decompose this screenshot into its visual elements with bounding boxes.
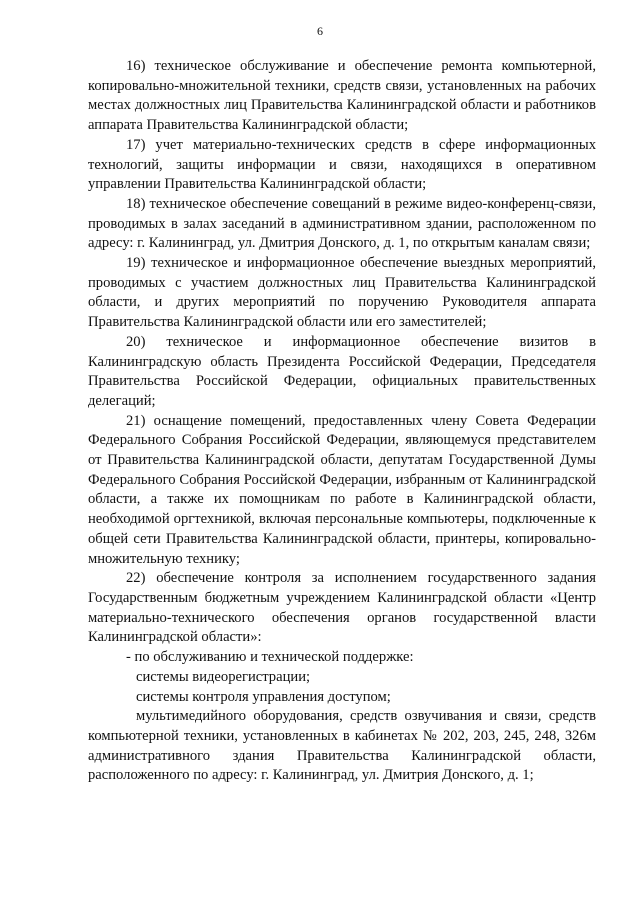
page-number: 6 [317,24,323,38]
paragraph-22: 22) обеспечение контроля за исполнением государственного задания Государственным бюджетным учреждением Калининградской области «Центр материально-технического обеспечения органов государственной власти Калининградской области»: [88,570,596,646]
sub-heading-maintenance: - по обслуживанию и технической поддержке: [126,649,414,666]
paragraph-17: 17) учет материально-технических средств в сфере информационных технологий, защиты информации и связи, находящихся в оперативном управлении Правительства Калининградской области; [88,136,596,193]
paragraph-20: 20) техническое и информационное обеспечение визитов в Калининградскую область Президента Российской Федерации, Председателя Правительства Российской Федерации, официальных правительственных делегаций; [88,333,596,409]
document-body [88,57,596,786]
paragraph-18: 18) техническое обеспечение совещаний в режиме видео-конференц-связи, проводимых в залах заседаний в административном здании, расположенном по адресу: г. Калининград, ул. Дмитрия Донского, д. 1, по открытым каналам связи; [88,195,596,252]
list-item-access-control: системы контроля управления доступом; [136,688,391,705]
paragraph-multimedia: мультимедийного оборудования, средств озвучивания и связи, средств компьютерной техники, установленных в кабинетах № 202, 203, 245, 248, 326м административного здания Правительства Калининградской области, расположенного по адресу: г. Калининград, ул. Дмитрия Донского, д. 1; [88,708,596,784]
paragraph-21: 21) оснащение помещений, предоставленных члену Совета Федерации Федерального Собрания Российской Федерации, являющемуся представителем от Правительства Калининградской области, депутатам Государственной Думы Федерального Собрания Российской Федерации, избранным от Калининградской области, а также их помощникам по работе в Калининградской области, необходимой оргтехникой, включая персональные компьютеры, подключенные к общей сети Правительства Калининградской области, принтеры, копировально-множительную технику; [88,412,596,567]
paragraph-19: 19) техническое и информационное обеспечение выездных мероприятий, проводимых с участием должностных лиц Правительства Калининградской области, и других мероприятий по поручению Руководителя аппарата Правительства Калининградской области или его заместителей; [88,255,596,331]
paragraph-16: 16) техническое обслуживание и обеспечение ремонта компьютерной, копировально-множительной техники, средств связи, установленных на рабочих местах должностных лиц Правительства Калининградской области и работников аппарата Правительства Калининградской области; [88,58,596,134]
list-item-video-registration: системы видеорегистрации; [136,668,311,685]
